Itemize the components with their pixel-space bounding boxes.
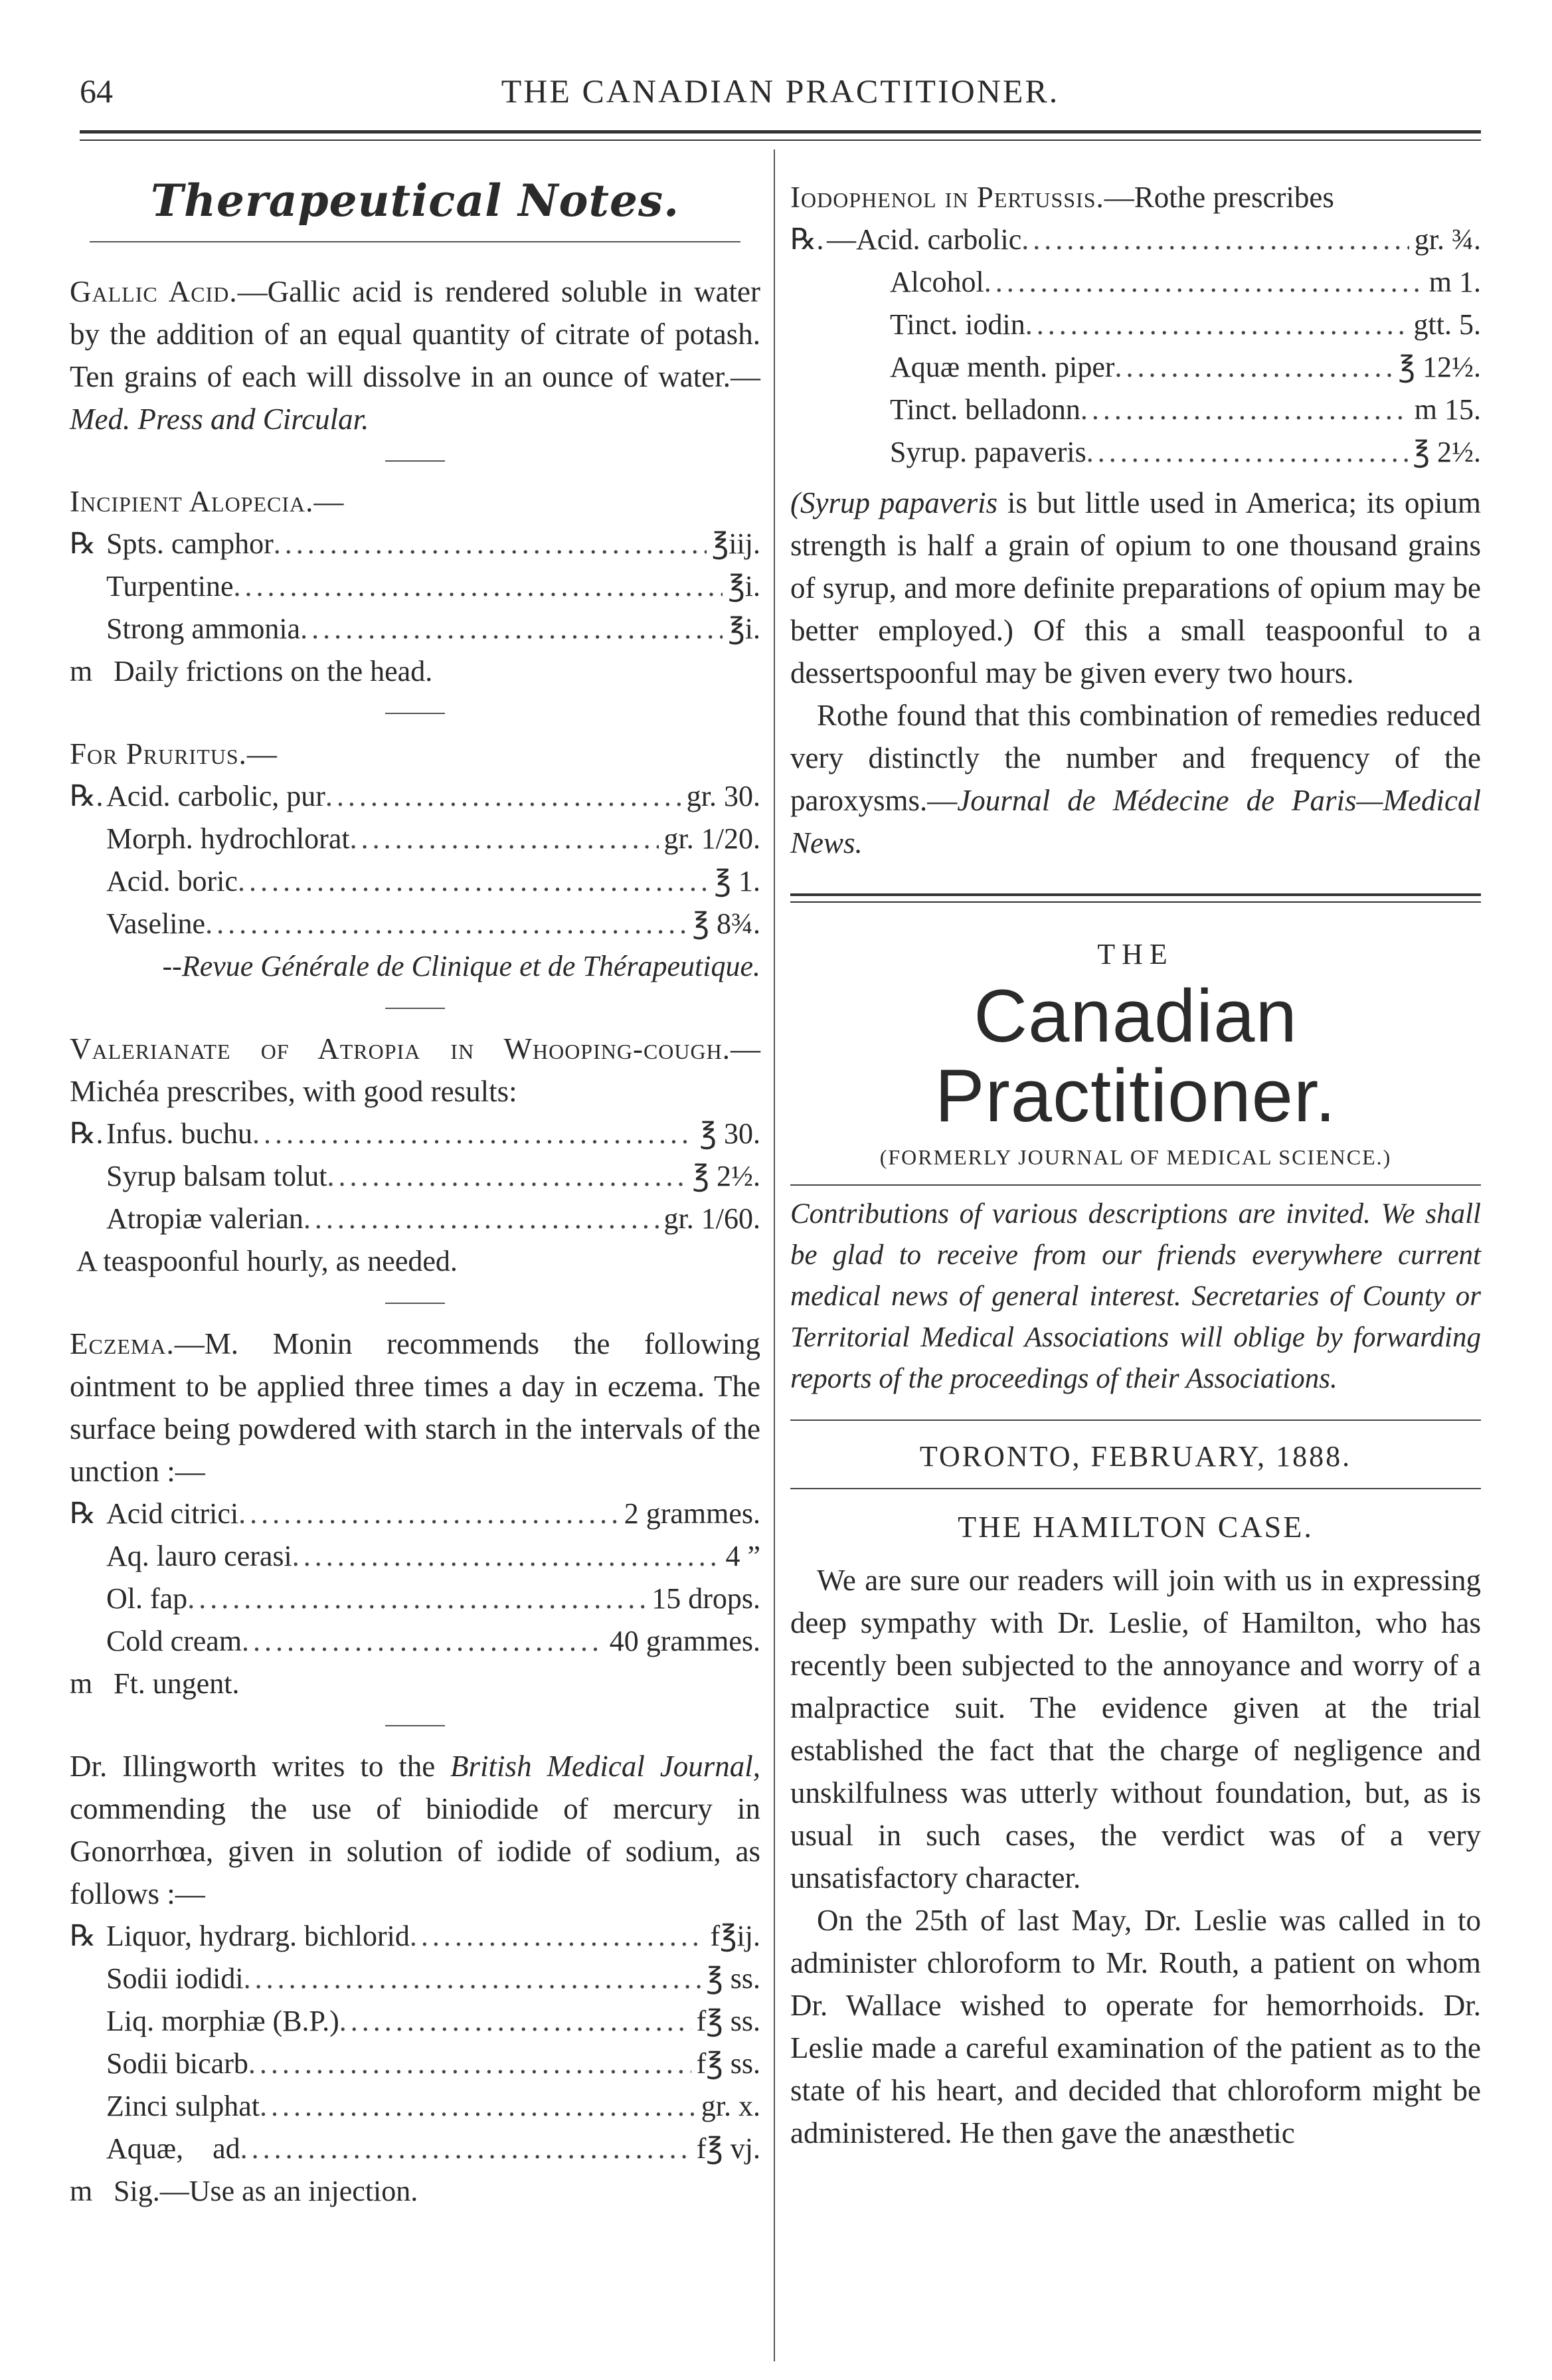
rx-ingredient: Spts. camphor [106, 527, 274, 560]
rx-quantity: gr. 30. [686, 780, 760, 812]
rx-line [790, 346, 1481, 389]
gallic-acid-source: Med. Press and Circular. [70, 403, 369, 436]
rx-line [70, 1958, 760, 2000]
rx-ingredient: Syrup balsam tolut [106, 1160, 327, 1192]
rx-quantity: gr. 1/60. [663, 1202, 760, 1235]
rx-ingredient: Aq. lauro cerasi [106, 1540, 292, 1572]
rx-quantity: ℥ 30. [699, 1117, 760, 1150]
eczema-note [70, 1323, 760, 1493]
rx-line [70, 1493, 760, 1535]
rx-ingredient: Tinct. iodin [890, 308, 1025, 341]
notice-rule [790, 1419, 1481, 1421]
iodophenol-comment-text: is but little used in America; its opium strength is half a grain of opium to one thousand grains of syrup, and more definite preparations of opium may be better employed.) Of this a small teaspoonful to a dessertspoonful may be given every two hours. [790, 486, 1481, 689]
masthead-rule-top [790, 893, 1481, 896]
contributions-notice: Contributions of various descriptions are invited. We shall be glad to receive from our friends everywhere current medical news of general interest. Secretaries of County or Territorial Medical Associations will oblige by forwarding reports of the proceedings of their Associations. [790, 1198, 1481, 1394]
rx-quantity: ℥ 1. [714, 865, 760, 897]
eczema-body: —M. Monin recommends the following ointment to be applied three times a day in eczema. The surface being powdered with starch in the intervals of the unction :— [70, 1327, 760, 1488]
rx-line [70, 608, 760, 650]
rx-ingredient: Infus. buchu [106, 1117, 252, 1150]
rx-line [70, 2000, 760, 2043]
masthead-the: THE [1097, 938, 1174, 970]
rx-line [70, 1113, 760, 1155]
rx-symbol: ℞. [790, 223, 824, 256]
pruritus-heading [70, 733, 760, 775]
pruritus-heading-text: For Pruritus.— [70, 737, 278, 771]
separator [385, 1725, 445, 1726]
iodophenol-source: Journal de Médecine de Paris—Medical News. [790, 784, 1481, 860]
column-divider [774, 149, 775, 2361]
rx-ingredient: Acid. carbolic, pur [106, 780, 325, 812]
iodophenol-heading: Iodophenol in Pertussis. [790, 181, 1104, 214]
rx-direction [70, 2170, 760, 2213]
rx-quantity: 2 grammes. [624, 1497, 760, 1530]
rx-line [70, 2085, 760, 2128]
section-title-rule [90, 241, 740, 242]
alopecia-prescription [70, 523, 760, 693]
rx-ingredient: Vaseline [106, 907, 206, 940]
rx-symbol: ℞ [70, 1497, 96, 1530]
rx-line [70, 1155, 760, 1198]
separator [385, 460, 445, 462]
rx-quantity: 40 grammes. [609, 1625, 760, 1657]
left-column [70, 149, 760, 2213]
rx-quantity: ℥ 8¾. [692, 907, 760, 940]
rx-ingredient: Liquor, hydrarg. bichlorid [106, 1920, 410, 1952]
eczema-prescription [70, 1493, 760, 1705]
rx-quantity: 4 ” [725, 1540, 760, 1572]
rx-direction-text: Sig.—Use as an injection. [114, 2175, 418, 2207]
masthead-rule [790, 1184, 1481, 1186]
dateline-rule [790, 1488, 1481, 1489]
syrup-name: (Syrup papaveris [790, 486, 998, 519]
masthead-formerly: (FORMERLY JOURNAL OF MEDICAL SCIENCE.) [879, 1145, 1392, 1169]
rx-line [70, 2043, 760, 2085]
iodophenol-result-text: Rothe found that this combination of remedies reduced very distinctly the number and frequency of the paroxysms.— [790, 699, 1481, 817]
pruritus-prescription [70, 775, 760, 945]
rx-quantity: 15 drops. [651, 1582, 760, 1615]
atropia-body: —Michéa prescribes, with good results: [70, 1032, 760, 1108]
rx-quantity: gtt. 5. [1413, 308, 1481, 341]
atropia-note [70, 1028, 760, 1113]
rx-quantity: f℥ij. [710, 1920, 760, 1952]
rx-ingredient: Cold cream [106, 1625, 242, 1657]
rx-line [70, 1198, 760, 1240]
iodophenol-result [790, 694, 1481, 864]
rx-symbol: ℞ [70, 1920, 96, 1952]
masthead-title: Canadian Practitioner. [934, 974, 1337, 1137]
iodophenol-body: —Rothe prescribes [1104, 181, 1334, 214]
rx-quantity: f℥ ss. [696, 2047, 760, 2080]
section-title: Therapeutical Notes. [150, 175, 680, 227]
rx-symbol: ℞. [70, 1117, 104, 1150]
iodophenol-note [790, 176, 1481, 219]
rx-symbol: ℞. [70, 780, 104, 812]
rx-quantity: gr. ¾. [1414, 223, 1481, 256]
rx-line [70, 1620, 760, 1663]
article-paragraph: On the 25th of last May, Dr. Leslie was called in to administer chloroform to Mr. Routh, a patient on whom Dr. Wallace wished to operate for hemorrhoids. Dr. Leslie made a careful examination of the patient as to the state of his heart, and decided that chloroform might be administered. He then gave the anæsthetic [790, 1904, 1481, 2150]
rx-ingredient: Syrup. papaveris [890, 436, 1086, 468]
rx-line [790, 261, 1481, 304]
header-rule-thick [80, 130, 1481, 134]
rx-quantity: ℥i. [728, 570, 760, 602]
separator [385, 1008, 445, 1009]
rx-ingredient: —Acid. carbolic [827, 223, 1022, 256]
rx-line [70, 775, 760, 818]
misce-symbol: m [70, 655, 93, 687]
rx-line [70, 565, 760, 608]
article-paragraph: We are sure our readers will join with us in expressing deep sympathy with Dr. Leslie, of Hamilton, who has recently been subjected to the annoyance and worry of a malpractice suit. The evidence given at the trial established the fact that the charge of negligence and unskilfulness was utterly without foundation, but, as is usual in such cases, the verdict was of a very unsatisfactory character. [790, 1564, 1481, 1894]
running-header [80, 72, 1481, 125]
rx-line [70, 860, 760, 903]
article-title: THE HAMILTON CASE. [958, 1510, 1314, 1544]
rx-ingredient: Sodii iodidi [106, 1962, 244, 1995]
rx-ingredient: Liq. morphiæ (B.P.) [106, 2005, 339, 2037]
rx-quantity: ℥i. [728, 612, 760, 645]
rx-ingredient: Morph. hydrochlorat [106, 822, 350, 855]
rx-line [70, 818, 760, 860]
separator [385, 713, 445, 714]
rx-quantity: f℥ vj. [696, 2132, 760, 2165]
gonorrhoea-note [70, 1745, 760, 1915]
rx-line [790, 389, 1481, 431]
gonorrhoea-body-end: commending the use of biniodide of mercury in Gonorrhœa, given in solution of iodide of sodium, as follows :— [70, 1792, 760, 1910]
misce-symbol: m [70, 1667, 93, 1700]
header-rule-thin [80, 139, 1481, 141]
misce-symbol: m [70, 2175, 93, 2207]
pruritus-source: --Revue Générale de Clinique et de Thérapeutique. [162, 950, 760, 982]
rx-line [790, 431, 1481, 474]
rx-line [790, 219, 1481, 261]
rx-quantity: ℥iij. [711, 527, 760, 560]
rx-ingredient: Aquæ menth. piper [890, 351, 1115, 383]
rx-ingredient: Tinct. belladonn [890, 393, 1080, 426]
rx-line [70, 1535, 760, 1578]
rx-quantity: ℥ 12½. [1398, 351, 1481, 383]
rx-ingredient: Ol. fap [106, 1582, 188, 1615]
gonorrhoea-prescription [70, 1915, 760, 2213]
gallic-acid-body: —Gallic acid is rendered soluble in water by the addition of an equal quantity of citrate of potash. Ten grains of each will dissolve in an ounce of water.— [70, 275, 760, 393]
rx-quantity: gr. x. [701, 2090, 760, 2122]
running-title: THE CANADIAN PRACTITIONER. [501, 72, 1060, 110]
rx-quantity: gr. 1/20. [663, 822, 760, 855]
rx-ingredient: Sodii bicarb [106, 2047, 248, 2080]
rx-line [70, 903, 760, 945]
alopecia-heading [70, 480, 760, 523]
gallic-acid-heading: Gallic Acid. [70, 275, 238, 308]
rx-ingredient: Acid. boric [106, 865, 238, 897]
rx-ingredient: Atropiæ valerian [106, 1202, 303, 1235]
rx-line [790, 304, 1481, 346]
rx-ingredient: Aquæ, ad [106, 2132, 240, 2165]
right-column [790, 149, 1481, 2154]
rx-direction-text: Ft. ungent. [114, 1667, 240, 1700]
rx-symbol: ℞ [70, 527, 96, 560]
rx-direction [70, 1663, 760, 1705]
journal-name: British Medical Journal, [450, 1750, 760, 1783]
rx-direction-text: Daily frictions on the head. [114, 655, 433, 687]
rx-ingredient: Strong ammonia [106, 612, 301, 645]
rx-direction [70, 650, 760, 693]
rx-quantity: ℥ ss. [706, 1962, 760, 1995]
rx-line [70, 1915, 760, 1958]
rx-quantity: m 15. [1414, 393, 1481, 426]
rx-quantity: m 1. [1428, 266, 1481, 298]
rx-quantity: f℥ ss. [696, 2005, 760, 2037]
atropia-prescription [70, 1113, 760, 1283]
gallic-acid-note [70, 270, 760, 440]
rx-ingredient: Acid citrici [106, 1497, 239, 1530]
iodophenol-prescription [790, 219, 1481, 474]
eczema-heading: Eczema. [70, 1327, 175, 1360]
atropia-heading: Valerianate of Atropia in Whooping-cough. [70, 1032, 731, 1065]
rx-line [70, 1578, 760, 1620]
alopecia-heading-text: Incipient Alopecia.— [70, 485, 345, 518]
rx-line [70, 523, 760, 565]
rx-line [70, 2128, 760, 2170]
rx-ingredient: Alcohol [890, 266, 984, 298]
rx-quantity: ℥ 2½. [692, 1160, 760, 1192]
rx-direction: A teaspoonful hourly, as needed. [76, 1245, 458, 1277]
page-number: 64 [80, 72, 113, 110]
iodophenol-comment [790, 482, 1481, 694]
rx-ingredient: Turpentine [106, 570, 234, 602]
gonorrhoea-body-start: Dr. Illingworth writes to the [70, 1750, 451, 1783]
dateline: TORONTO, FEBRUARY, 1888. [919, 1440, 1352, 1473]
rx-ingredient: Zinci sulphat [106, 2090, 260, 2122]
masthead-rule-top-thin [790, 901, 1481, 903]
rx-quantity: ℥ 2½. [1413, 436, 1481, 468]
separator [385, 1303, 445, 1304]
